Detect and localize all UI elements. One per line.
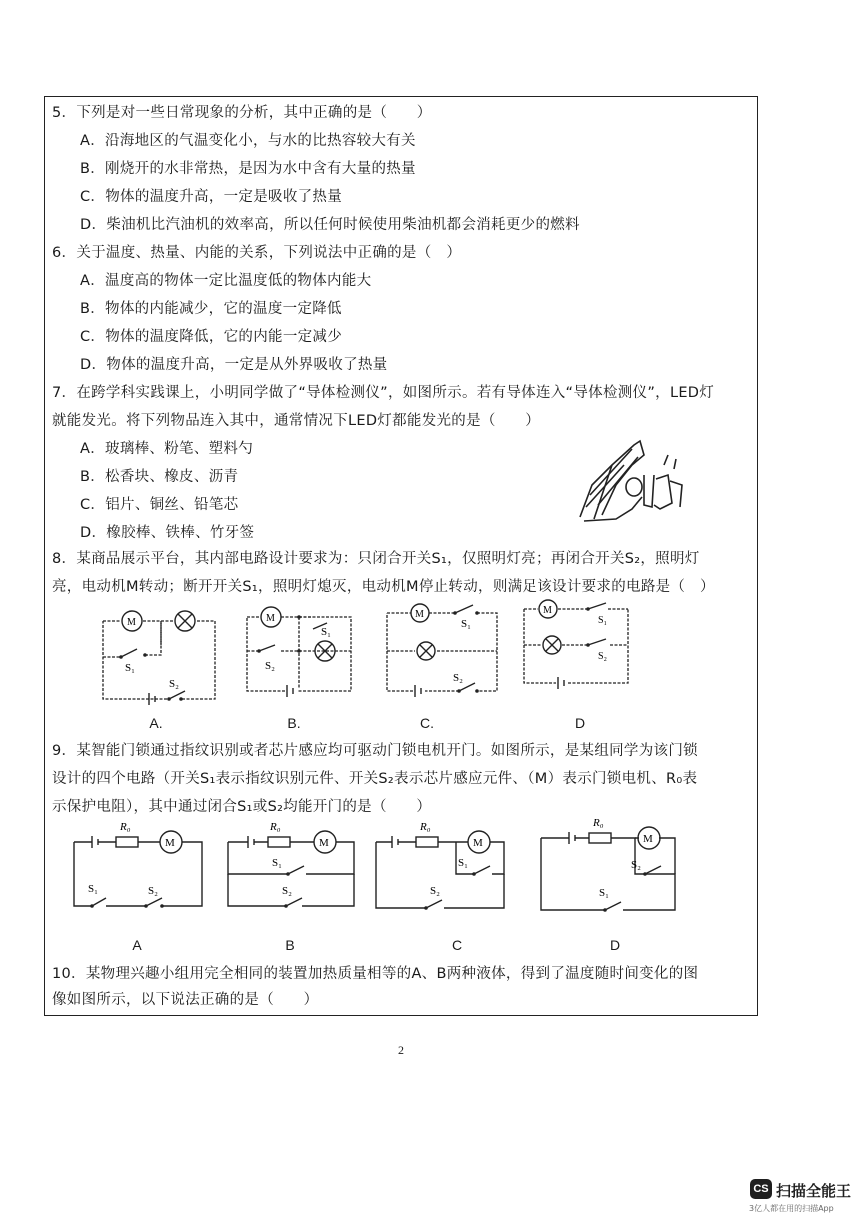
q7-option-a: A．玻璃棒、粉笔、塑料勺 — [80, 441, 254, 457]
s1-label: S₁ — [598, 615, 608, 626]
s1-label: S₁ — [599, 887, 609, 899]
q8-circuit-d — [518, 599, 642, 689]
motor-label: M — [643, 833, 653, 845]
s2-label: S₂ — [282, 885, 292, 897]
camscanner-logo-icon: CS — [750, 1179, 772, 1199]
q7-option-c: C．铝片、铜丝、铅笔芯 — [80, 497, 239, 513]
s2-label: S₂ — [598, 651, 608, 662]
motor-label: M — [473, 837, 483, 849]
s1-label: S₁ — [272, 857, 282, 869]
q9-caption-a: A — [132, 937, 142, 953]
q5-option-d: D．柴油机比汽油机的效率高，所以任何时候使用柴油机都会消耗更少的燃料 — [80, 217, 580, 233]
q7-stem-line1: 7．在跨学科实践课上，小明同学做了“导体检测仪”，如图所示。若有导体连入“导体检测仪”，LED灯 — [52, 385, 715, 401]
scanner-app-tagline: 3亿人都在用的扫描App — [749, 1204, 834, 1213]
motor-label: M — [415, 609, 424, 620]
page-number: 2 — [398, 1043, 404, 1057]
s1-label: S₁ — [461, 618, 471, 630]
motor-label: M — [127, 617, 136, 628]
q8-caption-c: C. — [420, 715, 434, 731]
q6-stem: 6．关于温度、热量、内能的关系，下列说法中正确的是（ ） — [52, 245, 462, 261]
q8-caption-b: B. — [287, 715, 301, 731]
q6-option-b: B．物体的内能减少，它的温度一定降低 — [80, 301, 342, 317]
s2-label: S₂ — [169, 678, 179, 690]
q10-stem-line1: 10．某物理兴趣小组用完全相同的装置加热质量相等的A、B两种液体，得到了温度随时间变化的图 — [52, 966, 699, 982]
s1-label: S₁ — [321, 626, 331, 638]
q9-caption-b: B — [285, 937, 295, 953]
conductor-detector-figure — [572, 435, 692, 525]
r0-label: R₀ — [593, 817, 604, 829]
q5-option-c: C．物体的温度升高，一定是吸收了热量 — [80, 189, 343, 205]
q5-option-b: B．刚烧开的水非常热，是因为水中含有大量的热量 — [80, 161, 416, 177]
q9-caption-c: C — [451, 937, 463, 953]
s2-label: S₂ — [148, 885, 158, 897]
s2-label: S₂ — [453, 672, 463, 684]
q9-caption-d: D — [609, 937, 621, 953]
q8-caption-d: D — [574, 715, 586, 731]
q9-circuit-b — [222, 818, 362, 914]
q9-stem-line1: 9．某智能门锁通过指纹识别或者芯片感应均可驱动门锁电机开门。如图所示，是某组同学为该门锁 — [52, 743, 698, 759]
q5-stem: 5．下列是对一些日常现象的分析，其中正确的是（ ） — [52, 105, 432, 121]
q8-circuit-b — [241, 605, 365, 707]
q7-option-b: B．松香块、橡皮、沥青 — [80, 469, 239, 485]
scanner-app-name: 扫描全能王 — [776, 1182, 852, 1200]
r0-label: R₀ — [420, 821, 431, 833]
r0-label: R₀ — [270, 821, 281, 833]
s1-label: S₁ — [458, 857, 468, 869]
motor-label: M — [319, 837, 329, 849]
q9-circuit-d — [535, 814, 685, 914]
r0-label: R₀ — [120, 821, 131, 833]
q7-option-d: D．橡胶棒、铁棒、竹牙签 — [80, 525, 255, 541]
q7-stem-line2: 就能发光。将下列物品连入其中，通常情况下LED灯都能发光的是（ ） — [52, 413, 541, 429]
s2-label: S₂ — [631, 859, 641, 871]
motor-label: M — [165, 837, 175, 849]
q9-circuit-c — [370, 818, 510, 914]
q9-stem-line3: 示保护电阻），其中通过闭合S₁或S₂均能开门的是（ ） — [52, 799, 432, 815]
q8-circuit-c — [381, 603, 505, 699]
q8-stem-line1: 8．某商品展示平台，其内部电路设计要求为：只闭合开关S₁，仅照明灯亮；再闭合开关S₂，照明灯 — [52, 551, 700, 567]
motor-label: M — [543, 605, 552, 616]
s2-label: S₂ — [430, 885, 440, 897]
q8-stem-line2: 亮，电动机M转动；断开开关S₁，照明灯熄灭，电动机M停止转动，则满足该设计要求的电路是（ ） — [52, 579, 715, 595]
s2-label: S₂ — [265, 660, 275, 672]
q8-caption-a: A. — [149, 715, 163, 731]
s1-label: S₁ — [125, 662, 135, 674]
q6-option-c: C．物体的温度降低，它的内能一定减少 — [80, 329, 343, 345]
q8-circuit-a — [97, 605, 221, 707]
q6-option-d: D．物体的温度升高，一定是从外界吸收了热量 — [80, 357, 388, 373]
motor-label: M — [266, 613, 275, 624]
s1-label: S₁ — [88, 883, 98, 895]
q10-stem-line2: 像如图所示，以下说法正确的是（ ） — [52, 992, 319, 1008]
q9-stem-line2: 设计的四个电路（开关S₁表示指纹识别元件、开关S₂表示芯片感应元件、（M）表示门锁电机、R₀表 — [52, 771, 698, 787]
q9-circuit-a — [68, 818, 208, 914]
q6-option-a: A．温度高的物体一定比温度低的物体内能大 — [80, 273, 372, 289]
q5-option-a: A．沿海地区的气温变化小，与水的比热容较大有关 — [80, 133, 416, 149]
